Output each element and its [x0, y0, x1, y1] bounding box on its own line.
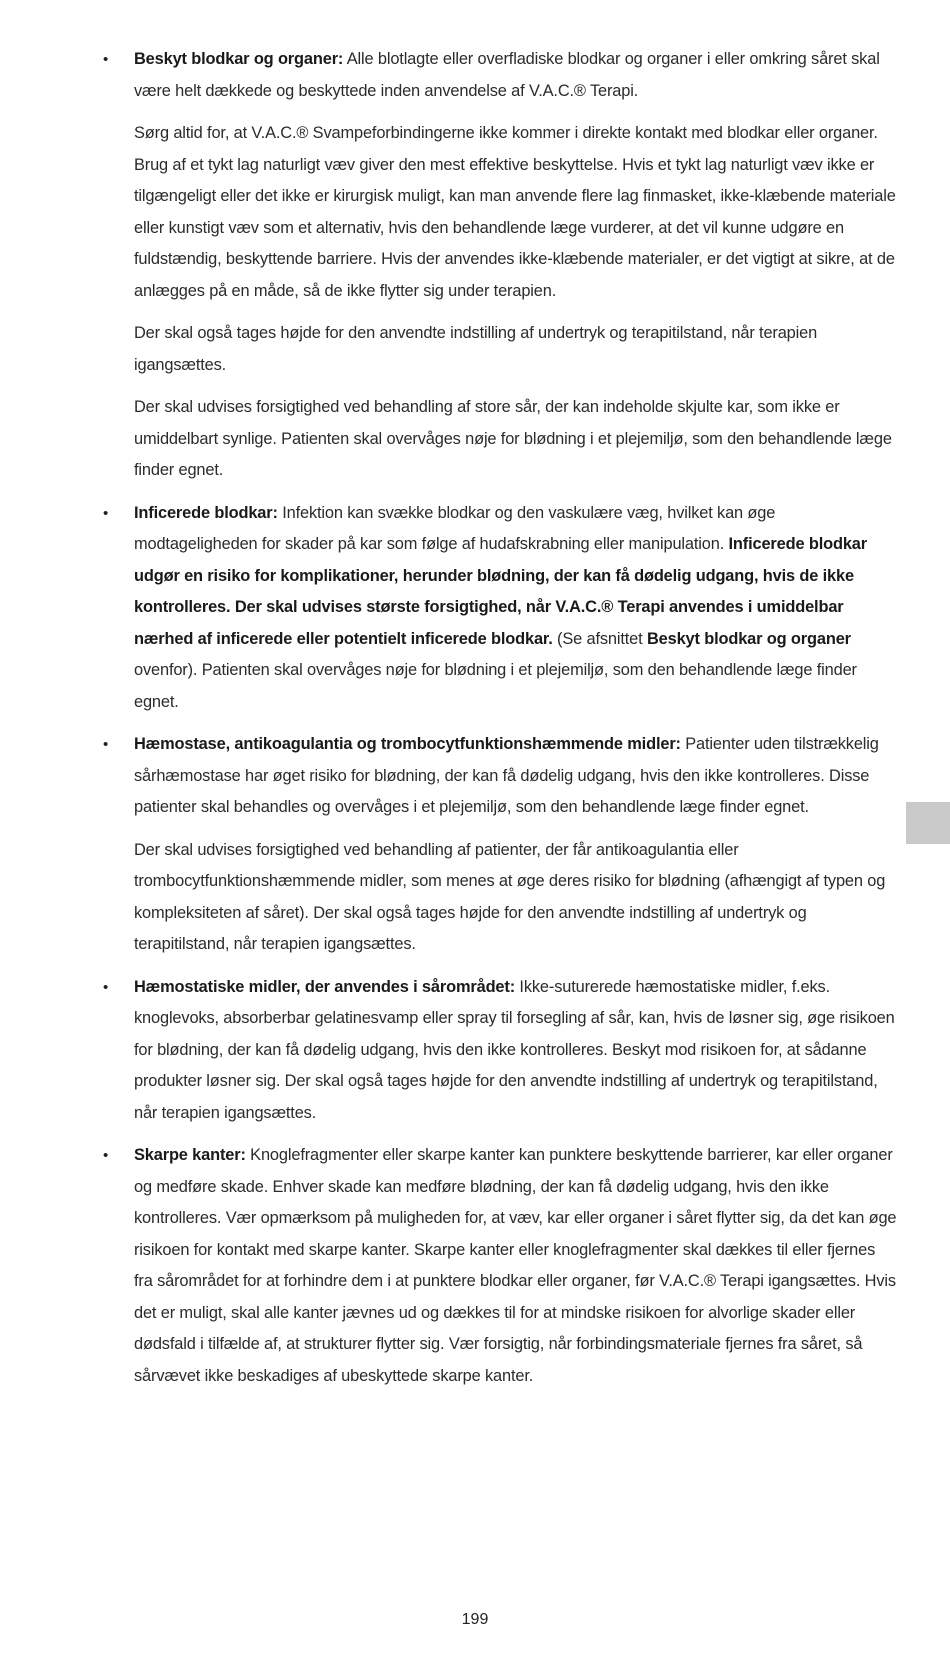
- bullet-item: [100, 498, 898, 719]
- bullet-marker: •: [103, 504, 109, 522]
- body-text: Infektion kan svække blodkar og den vaskulære væg, hvilket kan øge modtageligheden for skader på kar som følge af hudafskrabning eller manipulation.: [134, 503, 776, 553]
- bullet-paragraph: [134, 118, 898, 307]
- bold-text: Beskyt blodkar og organer:: [134, 50, 344, 68]
- section-tab-marker: [906, 802, 950, 844]
- bullet-item: [100, 44, 898, 487]
- bold-text: Inficerede blodkar:: [134, 503, 278, 522]
- bullet-paragraph: [134, 318, 898, 381]
- body-text: (Se afsnittet: [552, 629, 647, 648]
- bullet-lead-paragraph: [134, 44, 898, 107]
- body-text: Der skal udvises forsigtighed ved behandling af store sår, der kan indeholde skjulte kar, som ikke er umiddelbart synlige. Patienten skal overvåges nøje for blødning i et plejemiljø, som den behandlende læge finder egnet.: [134, 398, 892, 479]
- bullet-marker: •: [103, 51, 109, 68]
- body-text: ovenfor). Patienten skal overvåges nøje for blødning i et plejemiljø, som den behandlende læge finder egnet.: [134, 661, 857, 711]
- body-text: Sørg altid for, at V.A.C.® Svampeforbindingerne ikke kommer i direkte kontakt med blodkar eller organer. Brug af et tykt lag naturligt væv giver den mest effektive beskyttelse. Hvis et tykt lag naturligt væv ikke er tilgængeligt eller det ikke er kirurgisk muligt, kan man anvende flere lag finmasket, ikke-klæbende materiale eller kunstigt væv som et alternativ, hvis den behandlende læge vurderer, at det vil kunne udgøre en fuldstændig, beskyttende barriere. Hvis der anvendes ikke-klæbende materialer, er det vigtigt at sikre, at de anlægges på en måde, så de ikke flytter sig under terapien.: [134, 124, 896, 300]
- body-text: Der skal også tages højde for den anvendte indstilling af undertryk og terapitilstand, når terapien igangsættes.: [134, 324, 818, 374]
- bullet-lead-paragraph: [134, 972, 898, 1130]
- bold-text: Inficerede blodkar udgør en risiko for komplikationer, herunder blødning, der kan få dødelig udgang, hvis de ikke kontrolleres. Der skal udvises største forsigtighed, når V.A.C.® Terapi anvendes i umiddelbar nærhed af inficerede eller potentielt inficerede blodkar.: [134, 535, 868, 648]
- bullet-item: [100, 729, 898, 961]
- bullet-lead-paragraph: [134, 729, 898, 824]
- page-number: 199: [461, 1611, 489, 1628]
- bullet-marker: •: [103, 736, 109, 753]
- bullet-paragraph: [134, 835, 898, 961]
- body-text: Ikke-suturerede hæmostatiske midler, f.eks. knoglevoks, absorberbar gelatinesvamp eller spray til forsegling af sår, kan, hvis de løsner sig, øge risikoen for blødning, der kan få dødelig udgang, hvis den ikke kontrolleres. Beskyt mod risikoen for, at sådanne produkter løsner sig. Der skal også tages højde for den anvendte indstilling af undertryk og terapitilstand, når terapien igangsættes.: [134, 977, 895, 1122]
- bullet-marker: •: [103, 1147, 109, 1164]
- warnings-list: [100, 44, 898, 1403]
- body-text: Knoglefragmenter eller skarpe kanter kan punktere beskyttende barrierer, kar eller organer og medføre skade. Enhver skade kan medføre blødning, der kan få dødelig udgang, hvis den ikke kontrolleres. Vær opmærksom på muligheden for, at væv, kar eller organer i såret flytter sig, da det kan øge risikoen for kontakt med skarpe kanter. Skarpe kanter eller knoglefragmenter skal dækkes til eller fjernes fra sårområdet for at forhindre dem i at punktere blodkar eller organer, før V.A.C.® Terapi igangsættes. Hvis det er muligt, skal alle kanter jævnes ud og dækkes til for at mindske risikoen for alvorlige skader eller dødsfald i tilfælde af, at strukturer flytter sig. Vær forsigtig, når forbindingsmateriale fjernes fra såret, så sårvævet ikke beskadiges af ubeskyttede skarpe kanter.: [134, 1146, 897, 1385]
- bold-text: Hæmostatiske midler, der anvendes i sårområdet:: [134, 977, 516, 996]
- bold-text: Hæmostase, antikoagulantia og trombocytfunktionshæmmende midler:: [134, 735, 681, 753]
- body-text: Alle blotlagte eller overfladiske blodkar og organer i eller omkring såret skal være helt dækkede og beskyttede inden anvendelse af V.A.C.® Terapi.: [134, 50, 880, 100]
- body-text: Patienter uden tilstrækkelig sårhæmostase har øget risiko for blødning, der kan få dødelig udgang, hvis den ikke kontrolleres. Disse patienter skal behandles og overvåges i et plejemiljø, som den behandlende læge finder egnet.: [134, 735, 879, 816]
- body-text: Der skal udvises forsigtighed ved behandling af patienter, der får antikoagulantia eller trombocytfunktionshæmmende midler, som menes at øge deres risiko for blødning (afhængigt af typen og kompleksiteten af såret). Der skal også tages højde for den anvendte indstilling af undertryk og terapitilstand, når terapien igangsættes.: [134, 840, 886, 953]
- bold-text: Beskyt blodkar og organer: [646, 629, 851, 648]
- bullet-lead-paragraph: [134, 498, 898, 719]
- bold-text: Skarpe kanter:: [134, 1146, 246, 1164]
- bullet-item: [100, 1140, 898, 1392]
- bullet-marker: •: [103, 978, 109, 996]
- bullet-lead-paragraph: [134, 1140, 898, 1392]
- bullet-paragraph: [134, 392, 898, 487]
- bullet-item: [100, 972, 898, 1130]
